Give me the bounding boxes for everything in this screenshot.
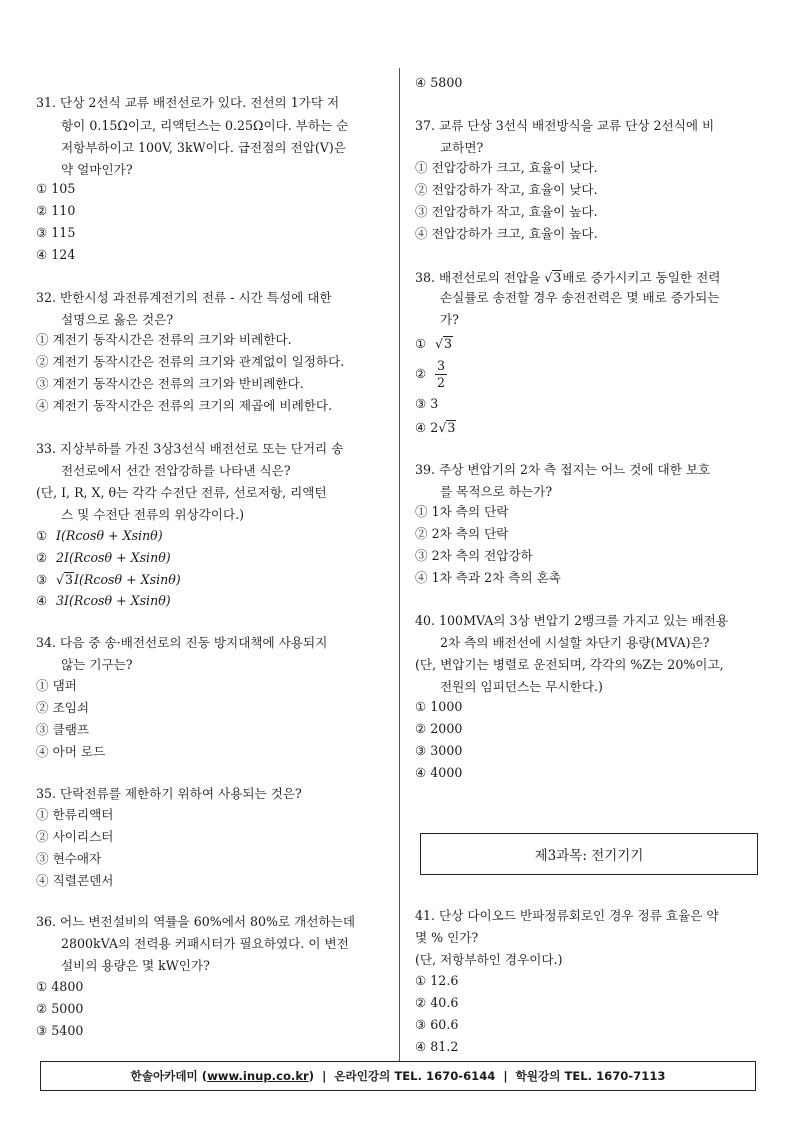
sqrt-symbol: √ [438, 420, 447, 435]
formula-coefficient: 2 [56, 550, 65, 565]
question-line: 39. 주상 변압기의 2차 측 접지는 어느 것에 대한 보호 [415, 462, 711, 477]
question-line: 를 목적으로 하는가? [440, 484, 553, 499]
sqrt-arg: 3 [65, 572, 74, 587]
option[interactable]: ④ 계전기 동작시간은 전류의 크기의 제곱에 비례한다. [36, 398, 333, 413]
option[interactable]: ③ 60.6 [415, 1017, 459, 1032]
option[interactable]: ② 전압강하가 작고, 효율이 낮다. [415, 182, 598, 197]
question-note: (단, 변압기는 병렬로 운전되며, 각각의 %Z는 20%이고, [415, 657, 724, 672]
option[interactable]: ② 2차 측의 단락 [415, 526, 509, 541]
question-line: 손실률로 송전할 경우 송전전력은 몇 배로 증가되는 [440, 290, 720, 305]
option[interactable]: ④ 81.2 [415, 1039, 459, 1054]
fraction: $\frac{3}{2}$ [437, 358, 446, 390]
footer-separator: | [322, 1069, 327, 1083]
option[interactable]: ③ 3 [415, 396, 439, 411]
option[interactable]: ② $\frac{3}{2}$ [415, 358, 446, 390]
question-line: 설명으로 옳은 것은? [61, 312, 174, 327]
question-line: 2800kVA의 전력용 커패시터가 필요하였다. 이 변전 [61, 936, 349, 951]
option[interactable]: ① 전압강하가 크고, 효율이 낮다. [415, 160, 598, 175]
question-line: 36. 어느 변전설비의 역률을 60%에서 80%로 개선하는데 [36, 914, 356, 929]
option[interactable]: ① √3 [415, 336, 453, 351]
question-line: 40. 100MVA의 3상 변압기 2뱅크를 가지고 있는 배전용 [415, 613, 728, 628]
option[interactable]: ④ 124 [36, 247, 76, 262]
sqrt-symbol: √ [56, 572, 65, 587]
question-line: 37. 교류 단상 3선식 배전방식을 교류 단상 2선식에 비 [415, 118, 715, 133]
question-line: 38. 배전선로의 전압을 √3배로 증가시키고 동일한 전력 [415, 270, 721, 285]
question-note: 전원의 임피던스는 무시한다.) [440, 679, 603, 694]
option[interactable]: ① 4800 [36, 979, 84, 994]
question-line: 35. 단락전류를 제한하기 위하여 사용되는 것은? [36, 786, 302, 801]
question-line: 32. 반한시성 과전류계전기의 전류 - 시간 특성에 대한 [36, 290, 332, 305]
question-line: 항이 0.15Ω이고, 리액턴스는 0.25Ω이다. 부하는 순 [61, 118, 349, 133]
option[interactable]: ① 한류리액터 [36, 807, 114, 822]
footer-paren: ) [308, 1069, 315, 1083]
section-title-box [420, 833, 758, 875]
option[interactable]: ④ 아머 로드 [36, 744, 106, 759]
formula: I(Rcosθ + Xsinθ) [74, 572, 181, 587]
question-line: 31. 단상 2선식 교류 배전선로가 있다. 전선의 1가닥 저 [36, 95, 340, 110]
option[interactable]: ③ 전압강하가 작고, 효율이 높다. [415, 204, 598, 219]
option[interactable]: ① I(Rcosθ + Xsinθ) [36, 528, 163, 543]
question-line: 전선로에서 선간 전압강하를 나타낸 식은? [61, 463, 291, 478]
option[interactable]: ① 12.6 [415, 973, 459, 988]
option[interactable]: ④ 2√3 [415, 420, 456, 435]
option[interactable]: ③ 115 [36, 225, 76, 240]
question-line: 않는 기구는? [61, 657, 133, 672]
question-line: 설비의 용량은 몇 kW인가? [61, 958, 210, 973]
footer-academy: 한솔아카데미 ( [130, 1069, 208, 1083]
option[interactable]: ③ 클램프 [36, 722, 90, 737]
option[interactable]: ① 1000 [415, 699, 463, 714]
question-note: (단, I, R, X, θ는 각각 수전단 전류, 선로저항, 리액턴 [36, 485, 327, 500]
footer-separator: | [503, 1069, 508, 1083]
option[interactable]: ④ 5800 [415, 75, 463, 90]
question-line: 교하면? [440, 140, 484, 155]
option[interactable]: ③ 2차 측의 전압강하 [415, 548, 533, 563]
question-line: 몇 % 인가? [415, 930, 479, 945]
option[interactable]: ④ 전압강하가 크고, 효율이 높다. [415, 226, 598, 241]
option[interactable]: ② 110 [36, 203, 76, 218]
option[interactable]: ② 2I(Rcosθ + Xsinθ) [36, 550, 171, 565]
option[interactable]: ④ 3I(Rcosθ + Xsinθ) [36, 593, 171, 608]
footer-url-link[interactable]: www.inup.co.kr [207, 1069, 309, 1083]
option[interactable]: ② 계전기 동작시간은 전류의 크기와 관계없이 일정하다. [36, 354, 345, 369]
option[interactable]: ④ 직렬콘덴서 [36, 873, 114, 888]
formula: I(Rcosθ + Xsinθ) [64, 593, 171, 608]
column-divider [399, 68, 400, 1061]
footer [40, 1061, 756, 1091]
option[interactable]: ③ 3000 [415, 743, 463, 758]
sqrt-arg: 3 [447, 420, 456, 435]
option[interactable]: ① 계전기 동작시간은 전류의 크기와 비례한다. [36, 332, 292, 347]
question-line: 41. 단상 다이오드 반파정류회로인 경우 정류 효율은 약 [415, 908, 719, 923]
footer-offline-tel: 학원강의 TEL. 1670-7113 [515, 1069, 666, 1083]
footer-online-tel: 온라인강의 TEL. 1670-6144 [334, 1069, 496, 1083]
formula: I(Rcosθ + Xsinθ) [64, 550, 171, 565]
sqrt-arg: 3 [553, 270, 562, 285]
option[interactable]: ① 댐퍼 [36, 678, 77, 693]
option[interactable]: ③ 5400 [36, 1023, 84, 1038]
option[interactable]: ③ 현수애자 [36, 851, 102, 866]
question-line: 가? [440, 312, 459, 327]
option[interactable]: ④ 4000 [415, 765, 463, 780]
formula: I(Rcosθ + Xsinθ) [56, 528, 163, 543]
option[interactable]: ② 사이리스터 [36, 829, 114, 844]
section-title: 제3과목: 전기기기 [534, 848, 644, 864]
sqrt-symbol: √ [544, 270, 553, 285]
question-line: 2차 측의 배전선에 시설할 차단기 용량(MVA)은? [440, 635, 710, 650]
sqrt-symbol: √ [435, 336, 444, 351]
formula-coefficient: 3 [56, 593, 65, 608]
question-note: (단, 저항부하인 경우이다.) [415, 952, 563, 967]
option[interactable]: ① 1차 측의 단락 [415, 504, 509, 519]
question-line: 약 얼마인가? [61, 162, 133, 177]
question-line: 33. 지상부하를 가진 3상3선식 배전선로 또는 단거리 송 [36, 441, 344, 456]
option[interactable]: ① 105 [36, 181, 76, 196]
option[interactable]: ② 5000 [36, 1001, 84, 1016]
option[interactable]: ④ 1차 측과 2차 측의 혼촉 [415, 570, 561, 585]
option[interactable]: ② 조임쇠 [36, 700, 90, 715]
option[interactable]: ② 2000 [415, 721, 463, 736]
option[interactable]: ② 40.6 [415, 995, 459, 1010]
sqrt-arg: 3 [444, 336, 453, 351]
question-line: 저항부하이고 100V, 3kW이다. 급전점의 전압(V)은 [61, 140, 346, 155]
option[interactable]: ③ 계전기 동작시간은 전류의 크기와 반비례한다. [36, 376, 304, 391]
option[interactable]: ③ √3I(Rcosθ + Xsinθ) [36, 572, 181, 587]
question-line: 34. 다음 중 송·배전선로의 진동 방지대책에 사용되지 [36, 635, 328, 650]
question-note: 스 및 수전단 전류의 위상각이다.) [61, 507, 245, 522]
